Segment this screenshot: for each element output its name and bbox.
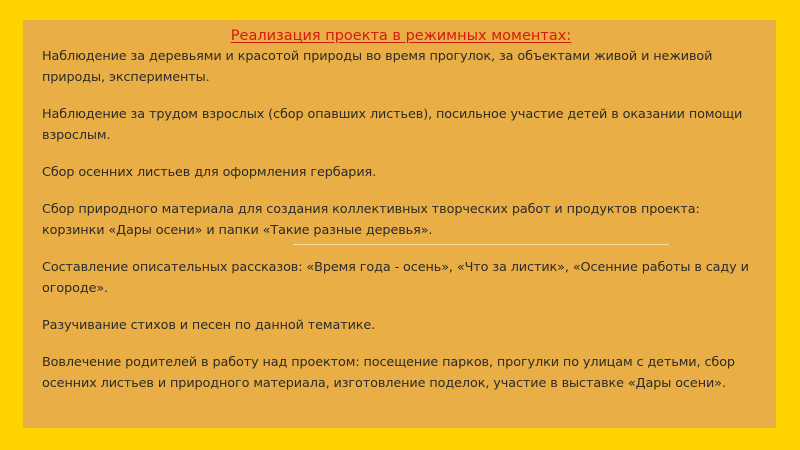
slide-title: Реализация проекта в режимных моментах: [230, 28, 572, 44]
paragraph-natural-material: Сбор природного материала для создания коллективных творческих работ и продуктов проекта: корзинки «Дары осени» и папки «Такие разные деревья». [42, 202, 700, 238]
decorative-rule [293, 244, 669, 245]
paragraph-adult-work: Наблюдение за трудом взрослых (сбор опавших листьев), посильное участие детей в оказании помощи взрослым. [42, 107, 743, 143]
paragraph-stories: Составление описательных рассказов: «Время года - осень», «Что за листик», «Осенние работы в саду и огороде». [42, 260, 749, 296]
paragraph-poems-songs: Разучивание стихов и песен по данной тематике. [42, 318, 376, 333]
paragraph-observation: Наблюдение за деревьями и красотой природы во время прогулок, за объектами живой и неживой природы, эксперименты. [42, 49, 713, 85]
content-panel [23, 20, 776, 428]
paragraph-herbarium: Сбор осенних листьев для оформления гербария. [42, 165, 377, 180]
paragraph-parents: Вовлечение родителей в работу над проектом: посещение парков, прогулки по улицам с детьми, сбор осенних листьев и природного материала, изготовление поделок, участие в выставке «Дары осени». [42, 355, 735, 391]
